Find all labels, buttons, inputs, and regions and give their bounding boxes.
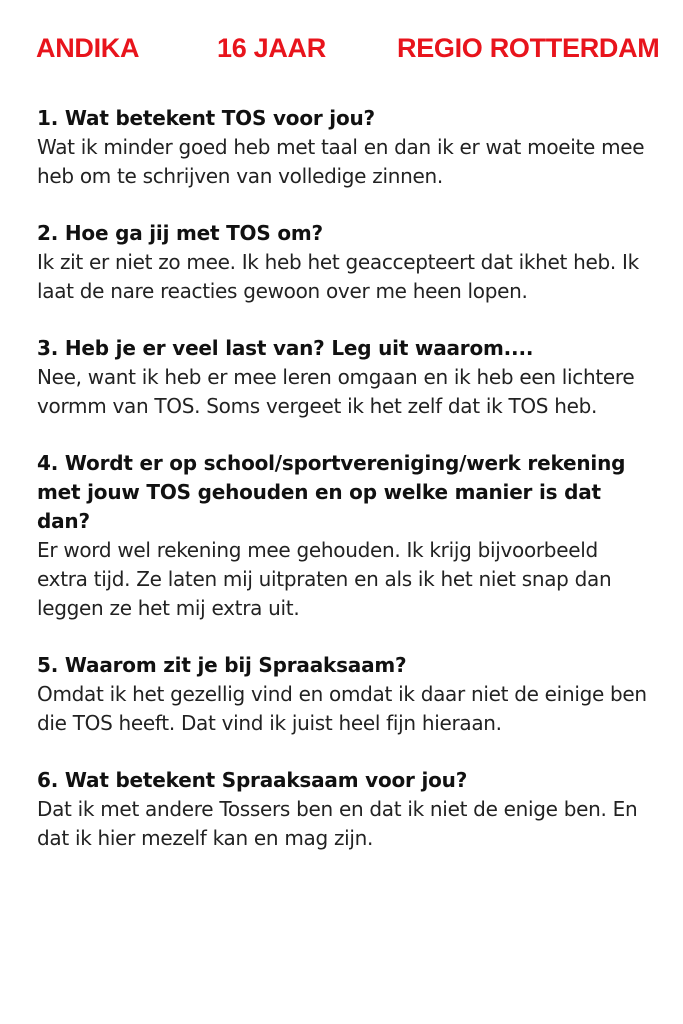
qa-item-5 — [37, 651, 652, 738]
question-2: 2. Hoe ga jij met TOS om? — [37, 221, 323, 245]
qa-item-4 — [37, 449, 652, 623]
person-age: 16 JAAR — [217, 33, 326, 63]
answer-1: Wat ik minder goed heb met taal en dan ik er wat moeite mee heb om te schrijven van volledige zinnen. — [37, 135, 645, 188]
question-4: 4. Wordt er op school/sportvereniging/werk rekening met jouw TOS gehouden en op welke manier is dat dan? — [37, 451, 626, 533]
qa-item-3 — [37, 334, 652, 421]
person-name: ANDIKA — [36, 33, 140, 63]
question-5: 5. Waarom zit je bij Spraaksaam? — [37, 653, 407, 677]
profile-header — [0, 30, 683, 70]
answer-3: Nee, want ik heb er mee leren omgaan en ik heb een lichtere vormm van TOS. Soms vergeet ik het zelf dat ik TOS heb. — [37, 365, 635, 418]
answer-6: Dat ik met andere Tossers ben en dat ik niet de enige ben. En dat ik hier mezelf kan en mag zijn. — [37, 797, 638, 850]
question-3: 3. Heb je er veel last van? Leg uit waarom.... — [37, 336, 534, 360]
question-1: 1. Wat betekent TOS voor jou? — [37, 106, 375, 130]
interview-content — [37, 104, 652, 881]
question-6: 6. Wat betekent Spraaksaam voor jou? — [37, 768, 468, 792]
qa-item-1 — [37, 104, 652, 191]
person-region: REGIO ROTTERDAM — [397, 33, 660, 63]
answer-5: Omdat ik het gezellig vind en omdat ik daar niet de einige ben die TOS heeft. Dat vind ik juist heel fijn hieraan. — [37, 682, 647, 735]
answer-4: Er word wel rekening mee gehouden. Ik krijg bijvoorbeeld extra tijd. Ze laten mij uitpraten en als ik het niet snap dan leggen ze het mij extra uit. — [37, 538, 612, 620]
answer-2: Ik zit er niet zo mee. Ik heb het geaccepteert dat ikhet heb. Ik laat de nare reacties gewoon over me heen lopen. — [37, 250, 639, 303]
qa-item-6 — [37, 766, 652, 853]
qa-item-2 — [37, 219, 652, 306]
